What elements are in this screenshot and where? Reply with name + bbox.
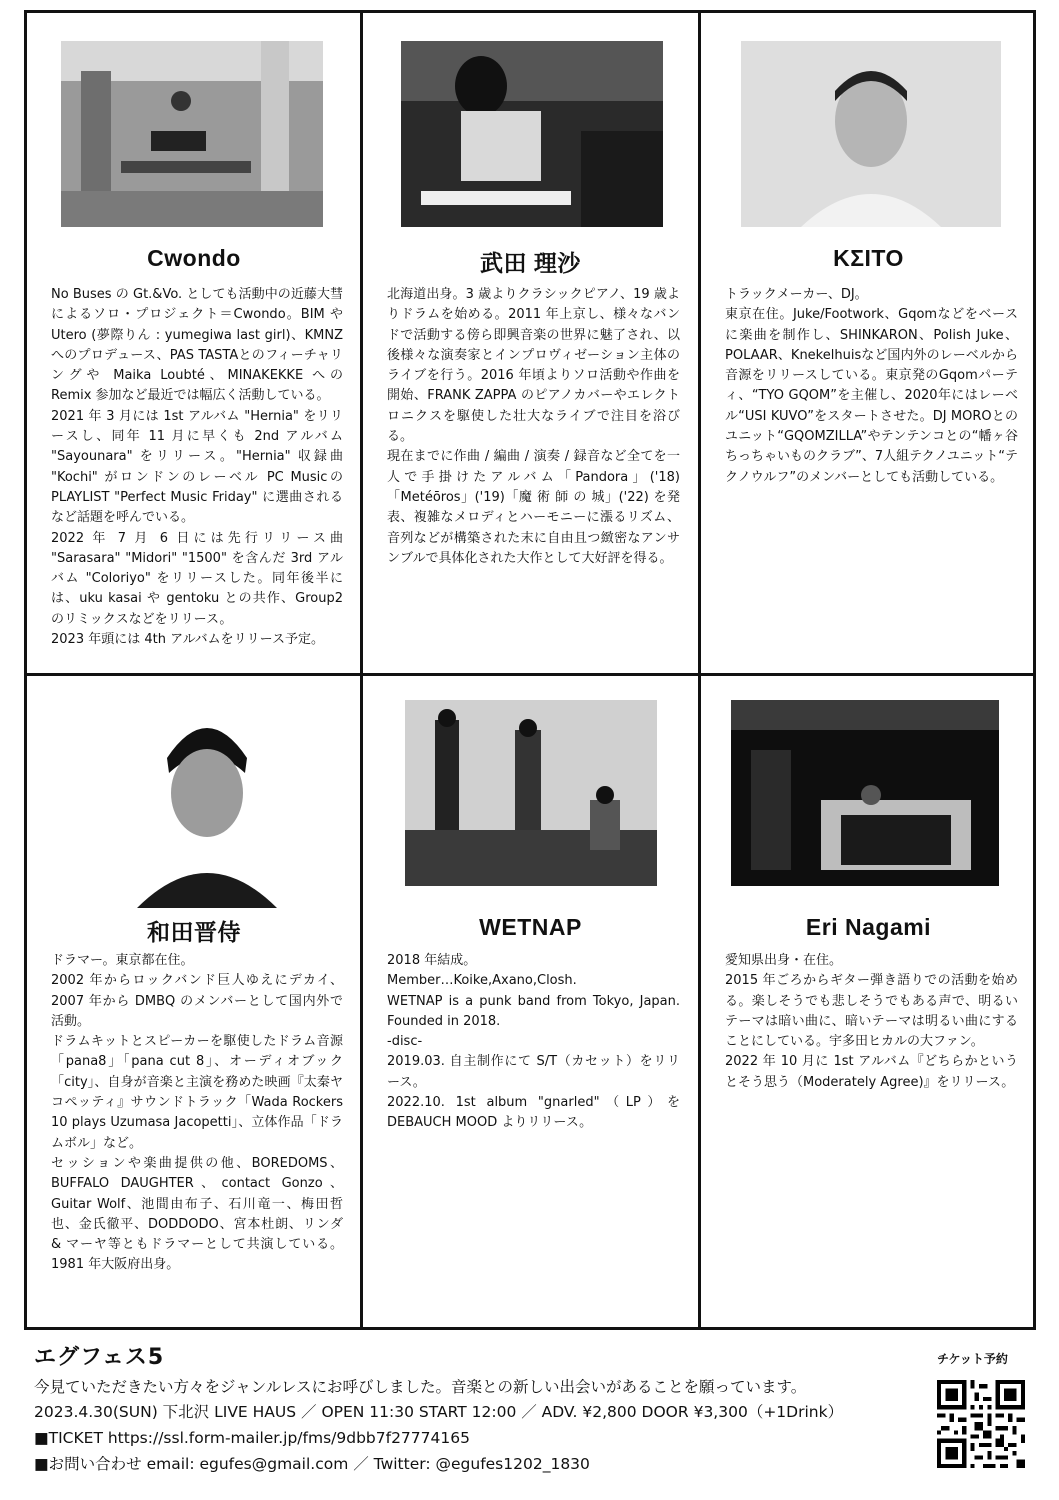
artist-bio <box>725 951 1018 1093</box>
portrait-photo <box>741 41 1001 227</box>
bio-paragraph: 2021 年 3 月には 1st アルバム "Hernia" をリリースし、同年 11 月に早くも 2nd アルバム "Sayounara" をリリース。"Hernia" 収録曲 "Kochi" がロンドンのレーベル PC MusicのPLAYLIST "Perfect Music Friday" に選曲されるなど話題を呼んでいる。 <box>51 408 343 526</box>
bio-paragraph: -disc- <box>387 1034 423 1050</box>
artist-bio <box>51 285 343 650</box>
ticket-link[interactable]: ■TICKET https://ssl.form-mailer.jp/fms/9dbb7f27774165 <box>34 1429 470 1447</box>
event-title: エグフェス5 <box>34 1345 165 1370</box>
bio-paragraph: 2019.03. 自主制作にて S/T（カセット）をリリース。 <box>387 1054 680 1090</box>
artist-card <box>27 676 361 1330</box>
bio-paragraph: 2015 年ごろからギター弾き語りでの活動を始める。楽しそうでも悲しそうでもある声で、明るいテーマは暗い曲に、暗いテーマは明るい曲にすることにしている。宇多田ヒカルの大ファン。 <box>725 973 1018 1050</box>
artist-card <box>701 13 1036 674</box>
bio-paragraph: 東京在住。Juke/Footwork、Gqomなどをベースに楽曲を制作し、SHINKARON、Polish Juke、POLAAR、Knekelhuisなど国内外のレーベルから音源をリリースしている。東京発のGqomパーティ、“TYO GQOM”を主催し、2020年にはレーベル“USI KUVO”をスタートさせた。DJ MOROとのユニット“GQOMZILLA”やテンテンコとの“幡ヶ谷ちっちゃいものクラブ”、7人組テクノユニット“テクノウルフ”のメンバーとしても活動している。 <box>725 307 1018 485</box>
artist-bio <box>51 951 343 1276</box>
pianist-photo <box>401 41 663 227</box>
bio-paragraph: No Buses の Gt.&Vo. としても活動中の近藤大彗によるソロ・プロジェクト＝Cwondo。BIM や Utero (夢際りん : yumegiwa last girl)、KMNZ へのプロデュース、PAS TASTAとのフィーチャリングや Maika Loubté、MINAKEKKE への Remix 参加など最近では幅広く活動している。 <box>51 287 343 404</box>
musician-with-keyboard-photo <box>61 41 323 227</box>
bio-paragraph: 2022.10. 1st album "gnarled"（LP）を DEBAUCH MOOD よりリリース。 <box>387 1095 680 1131</box>
bio-paragraph: 北海道出身。3 歳よりクラシックピアノ、19 歳よりドラムを始める。2011 年上京し、様々なバンドで活動する傍ら即興音楽の世界に魅了され、以後様々な演奏家とインプロヴィゼーション主体のライブを行う。2016 年頃よりソロ活動や作曲を開始、FRANK ZAPPA のピアノカバーやエレクトロニクスを駆使した壮大なライブで注目を浴びる。 <box>387 287 680 445</box>
bio-paragraph: セッションや楽曲提供の他、BOREDOMS、BUFFALO DAUGHTER、contact Gonzo、Guitar Wolf、池間由布子、石川竜一、梅田哲也、金氏徹平、DODDODO、宮本杜朗、リンダ & マーヤ等ともドラマーとして共演している。1981 年大阪府出身。 <box>51 1155 343 1273</box>
artist-card <box>363 676 698 1330</box>
qr-label: チケット予約 <box>937 1352 1008 1366</box>
artist-card <box>27 13 361 674</box>
event-details: 2023.4.30(SUN) 下北沢 LIVE HAUS ／ OPEN 11:30 START 12:00 ／ ADV. ¥2,800 DOOR ¥3,300（+1Drink） <box>34 1403 844 1421</box>
event-tagline: 今見ていただきたい方々をジャンルレスにお呼びしました。音楽との新しい出会いがあることを願っています。 <box>34 1378 807 1396</box>
artist-name: KΣITO <box>833 245 904 271</box>
bio-paragraph: 2023 年頭には 4th アルバムをリリース予定。 <box>51 632 325 648</box>
artist-bio <box>725 285 1018 488</box>
bio-paragraph: ドラムキットとスピーカーを駆使したドラム音源「pana8」「pana cut 8」、オーディオブック「city」、自身が音楽と主演を務めた映画『太秦ヤコペッティ』サウンドトラック「Wada Rockers 10 plays Uzumasa Jacopetti」、立体作品「ドラムボル」など。 <box>51 1034 343 1151</box>
drummer-portrait-photo <box>127 698 287 908</box>
bio-paragraph: 2022 年 7 月 6 日には先行リリース曲 "Sarasara" "Midori" "1500" を含んだ 3rd アルバム "Coloriyo" をリリースした。同年後半には、uku kasai や gentoku との共作、Group2 のリミックスなどをリリース。 <box>51 530 343 627</box>
bio-paragraph: 愛知県出身・在住。 <box>725 953 843 968</box>
bio-paragraph: 2018 年結成。 <box>387 953 477 968</box>
band-photo <box>405 700 657 886</box>
bio-paragraph: Member…Koike,Axano,Closh. <box>387 973 577 989</box>
ticket-qr-code[interactable] <box>937 1380 1025 1468</box>
artist-name: 武田 理沙 <box>480 250 581 276</box>
bio-paragraph: ドラマー。東京都在住。 <box>51 953 194 968</box>
bio-paragraph: トラックメーカー、DJ。 <box>725 287 868 302</box>
artist-card <box>701 676 1036 1330</box>
artist-name: 和田晋侍 <box>147 919 241 945</box>
bio-paragraph: 2002 年からロックバンド巨人ゆえにデカイ、2007 年から DMBQ のメンバーとして国内外で活動。 <box>51 973 343 1029</box>
night-scene-photo <box>731 700 999 886</box>
bio-paragraph: 現在までに作曲 / 編曲 / 演奏 / 録音など全てを一人で手掛けたアルバム「Pandora」('18)「Metéōros」('19)「魔 術 師 の 城」('22) を発表、複雑なメロディとハーモニーに漲るリズム、音列などが構築された末に自由且つ緻密なアンサンブルで具体化された大作として大好評を得る。 <box>387 449 680 566</box>
contact-info[interactable]: ■お問い合わせ email: egufes@gmail.com ／ Twitter: @egufes1202_1830 <box>34 1455 590 1473</box>
artist-bio <box>387 285 680 569</box>
artist-name: WETNAP <box>479 914 582 940</box>
bio-paragraph: 2022 年 10 月に 1st アルバム『どちらかというとそう思う（Moderately Agree)』をリリース。 <box>725 1054 1018 1090</box>
artist-grid <box>24 10 1036 1330</box>
artist-name: Eri Nagami <box>805 914 932 940</box>
artist-card <box>363 13 698 674</box>
artist-bio <box>387 951 680 1134</box>
artist-name: Cwondo <box>147 245 241 271</box>
bio-paragraph: WETNAP is a punk band from Tokyo, Japan. Founded in 2018. <box>387 993 680 1029</box>
